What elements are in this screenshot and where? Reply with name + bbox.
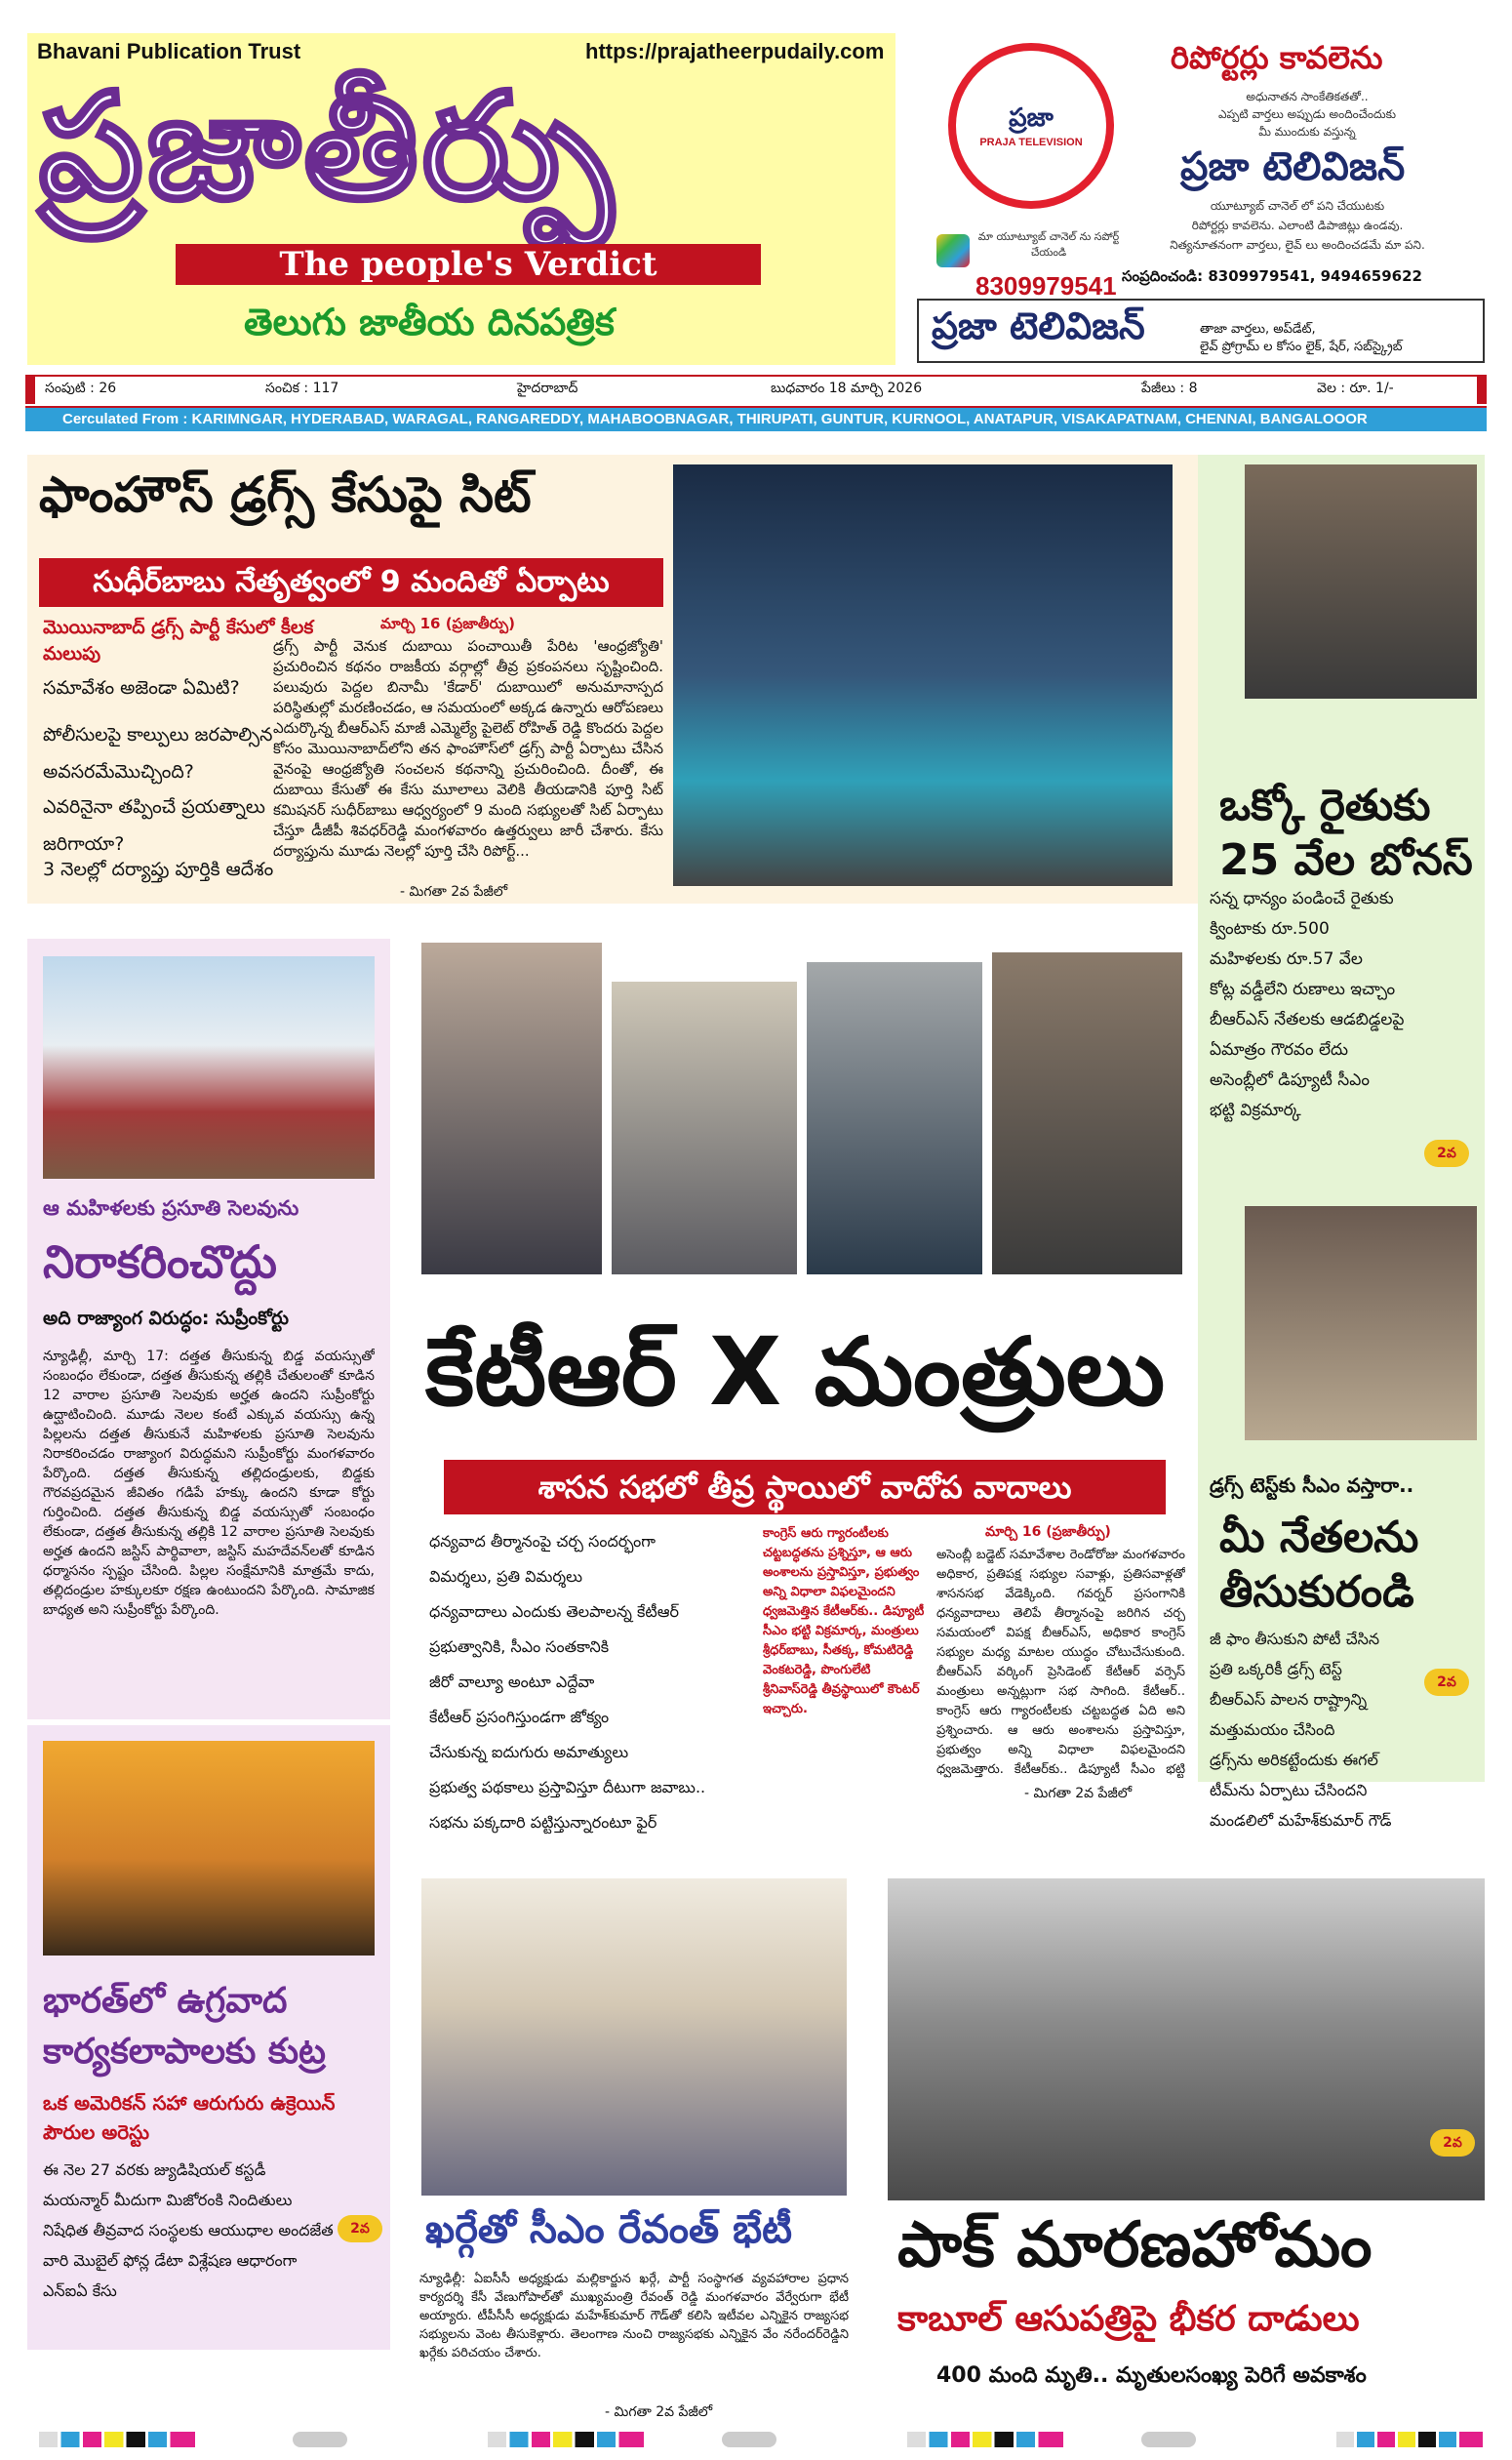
deputy-cm-photo: [1245, 464, 1477, 699]
bullet: 3 నెలల్లో దర్యాప్తు పూర్తికి ఆదేశం: [43, 859, 274, 880]
point: సన్న ధాన్యం పండించే రైతుకు: [1210, 889, 1394, 908]
point: జీరో వాల్యూ అంటూ ఎద్దేవా: [429, 1673, 595, 1691]
right-headline: 25 వేల బోనస్: [1219, 835, 1473, 885]
bullet: మొయినాబాద్ డ్రగ్స్ పార్టీ కేసులో కీలక మలుపు: [43, 617, 314, 665]
continued-note: - మిగతా 2వ పేజీలో: [400, 884, 508, 900]
pak-tagline: 400 మంది మృతి.. మృతులసంఖ్య పెరిగే అవకాశం: [936, 2363, 1367, 2388]
point: అసెంబ్లీలో డిప్యూటీ సీఎం: [1210, 1070, 1370, 1090]
dateline-bar: [25, 375, 1487, 408]
point: మహిళలకు రూ.57 వేల: [1210, 949, 1363, 969]
ktr-ministers-photo-strip: [421, 943, 1182, 1274]
point: ప్రభుత్వ పథకాలు ప్రస్తావిస్తూ దీటుగా జవాబు..: [429, 1778, 706, 1796]
point: నిషేధిత తీవ్రవాద సంస్థలకు ఆయుధాల అందజేత: [43, 2221, 334, 2239]
registration-mark: [722, 2432, 776, 2447]
point: భట్టి విక్రమార్క: [1210, 1101, 1301, 1120]
left-kicker: ఆ మహిళలకు ప్రసూతి సెలవును: [43, 1196, 299, 1220]
point: మయన్మార్ మీదుగా మిజోరంకి నిందితులు: [43, 2191, 293, 2209]
ktr-photo: [421, 943, 602, 1274]
story-dateline: మార్చి 16 (ప్రజాతీర్పు): [380, 615, 515, 632]
ad-phone-number: 8309979541: [975, 271, 1117, 301]
lead-subhead: సుధీర్‌బాబు నేతృత్వంలో 9 మందితో ఏర్పాటు: [39, 558, 663, 607]
ad-line: నిత్యనూతనంగా వార్తలు, లైవ్ లు అందించడమే మా పని.: [1170, 238, 1425, 252]
issue: సంచిక : 117: [265, 381, 339, 396]
youtube-badge-icon: [936, 234, 970, 267]
right-points: [1210, 884, 1473, 1126]
lead-headline: ఫాంహౌస్ డ్రగ్స్ కేసుపై సిట్: [39, 466, 532, 523]
bullet: పోలీసులపై కాల్పులు జరపాల్సిన అవసరమేమొచ్చింది?: [43, 724, 273, 783]
main-headline: కేటీఆర్ X మంత్రులు: [425, 1317, 1166, 1427]
right-headline: ఒక్కో రైతుకు: [1219, 781, 1431, 830]
color-registration-bar: [39, 2432, 195, 2447]
ad-line: రిపోర్టర్లు కావలెను. ఎలాంటి డిపాజిట్లు ఉండవు.: [1191, 219, 1404, 232]
kharge-meeting-photo: [421, 1878, 847, 2196]
point: మండలిలో మహేశ్‌కుమార్ గౌడ్: [1210, 1811, 1392, 1830]
color-registration-bar: [907, 2432, 1063, 2447]
right2-points: [1210, 1624, 1473, 1835]
left-headline: నిరాకరించొద్దు: [43, 1235, 277, 1288]
price: వెల : రూ. 1/-: [1317, 381, 1394, 396]
ad-line: ఎప్పటి వార్తలు అప్పుడు అందించేందుకు: [1217, 107, 1397, 121]
kabul-attack-photo: [888, 1878, 1485, 2200]
ad-bar-title: ప్రజా టెలివిజన్: [932, 304, 1145, 347]
terror-points: [43, 2155, 336, 2306]
point: కేటీఆర్ ప్రసంగిస్తుండగా జోక్యం: [429, 1708, 610, 1726]
ad-bar-sub: లైవ్ ప్రోగ్రామ్ ల కోసం లైక్, షేర్, సబ్‌స్క్రైబ్: [1200, 340, 1403, 354]
registration-mark: [293, 2432, 347, 2447]
pak-subhead: కాబూల్ ఆసుపత్రిపై భీకర దాడులు: [897, 2299, 1360, 2339]
farmhouse-photo: [673, 464, 1173, 886]
point: మత్తుమయం చేసింది: [1210, 1720, 1335, 1739]
bullet: ఎవరినైనా తప్పించే ప్రయత్నాలు జరిగాయా?: [43, 796, 265, 855]
main-body: అసెంబ్లీ బడ్జెట్ సమావేశాల రెండోరోజు మంగళవారం అధికార, ప్రతిపక్ష సభ్యుల సవాళ్లు, ప్రతిసవాళ్లతో శాసనసభ వేడెక్కింది. గవర్నర్ ప్రసంగానికి ధన్యవాదాలు తెలిపే తీర్మానంపై జరిగిన చర్చ సమయంలో విపక్ష బీఆర్‌ఎస్, అధికార కాంగ్రెస్ సభ్యుల మధ్య మాటల యుద్ధం చోటుచేసుకుంది. బీఆర్‌ఎస్ వర్కింగ్ ప్రెసిడెంట్ కేటీఆర్ వర్సెస్ మంత్రులు అన్నట్లుగా సభ సాగింది. కేటీఆర్.. కాంగ్రెస్ ఆరు గ్యారంటీలకు చట్టబద్ధత ఏది అని ప్రశ్నించారు. ఆ ఆరు అంశాలను ప్రస్తావిస్తూ, ప్రభుత్వం అన్ని విధాలా విఫలమైందని ధ్వజమెత్తారు. కేటీఆర్‌కు.. డిప్యూటీ సీఎం భట్టి: [936, 1548, 1185, 1777]
supreme-court-photo: [43, 956, 375, 1179]
volume: సంపుటి : 26: [45, 381, 117, 396]
page-ref-badge[interactable]: 2వ: [338, 2215, 382, 2242]
left-body: న్యూఢిల్లీ, మార్చి 17: దత్తత తీసుకున్న బిడ్డ వయస్సుతో సంబంధం లేకుండా, దత్తత తీసుకున్న తల్లికి చేతులంతో కూడిన 12 వారాల ప్రసూతి సెలవుకు అర్హత ఉందని సుప్రీంకోర్టు ఉద్ఘాటించింది. మూడు నెలల కంటే ఎక్కువ వయస్సు ఉన్న పిల్లలను దత్తత తీసుకునే మహిళలకు ప్రసూతి సెలవును నిరాకరించడం రాజ్యాంగ విరుద్ధమని సుప్రీంకోర్టు మంగళవారం పేర్కొంది. దత్తత తీసుకున్న తల్లిదండ్రులకు, బిడ్డకు గౌరవప్రదమైన జీవితం గడిపే హక్కు ఉందని కూడా కోర్టు గుర్తించింది. దత్తత తీసుకున్న బిడ్డ వయస్సుతో సంబంధం లేకుండా, దత్తత తీసుకున్న తల్లికి 12 వారాల ప్రసూతి సెలవుకు అర్హత ఉందని జస్టిస్ పార్థివాలా, జస్టిస్ మహదేవన్‌లతో కూడిన ధర్మాసనం స్పష్టం చేసింది. పిల్లల సంక్షేమానికి మాత్రమే కాదు, తల్లిదండ్రుల హక్కులకూ రక్షణ ఉంటుందని పేర్కొంది. సామాజిక బాధ్యత అని సుప్రీంకోర్టు పేర్కొంది.: [43, 1349, 375, 1618]
circulation-bar: Cerculated From : KARIMNGAR, HYDERABAD, WARAGAL, RANGAREDDY, MAHABOOBNAGAR, THIRUPATI, GUNTUR, KURNOOL, ANATAPUR, VISAKAPATNAM, CHENNAI, BANGALOOOR: [25, 408, 1487, 431]
point: ఈ నెల 27 వరకు జ్యుడిషియల్ కస్టడీ: [43, 2160, 266, 2179]
ad-line: అధునాతన సాంకేతికతతో..: [1246, 90, 1369, 103]
ad-line: యూట్యూబ్ చానెల్ లో పని చేయుటకు: [1210, 199, 1385, 213]
pak-headline: పాక్ మారణహోమం: [897, 2209, 1373, 2281]
page-ref-badge[interactable]: 2వ: [1430, 2129, 1475, 2157]
terror-headline: భారత్‌లో ఉగ్రవాద: [43, 1981, 288, 2021]
color-registration-bar: [1336, 2432, 1483, 2447]
publisher-name: Bhavani Publication Trust: [37, 39, 301, 63]
kharge-body: న్యూఢిల్లీ: ఏఐసీసీ అధ్యక్షుడు మల్లికార్జున ఖర్గే, పార్టీ సంస్థాగత వ్యవహారాల ప్రధాన కార్యదర్శి కేసీ వేణుగోపాల్‌తో ముఖ్యమంత్రి రేవంత్ రెడ్డి మంగళవారం వేర్వేరుగా భేటీ అయ్యారు. టీపీసీసీ అధ్యక్షుడు మహేశ్‌కుమార్ గౌడ్‌తో కలిసి ఇటీవల ఎన్నికైన రాజ్యసభ సభ్యులను వెంట తీసుకెళ్లారు. తెలంగాణ నుంచి రాజ్యసభకు ఎన్నికైన వేం నరేందర్‌రెడ్డిని ఖర్గేకు పరిచయం చేశారు.: [419, 2272, 849, 2360]
kharge-headline: ఖర్గేతో సీఎం రేవంత్ భేటీ: [425, 2207, 792, 2252]
page-ref-badge[interactable]: 2వ: [1424, 1669, 1469, 1696]
dateline-cap: [25, 377, 35, 404]
point: బీఆర్‌ఎస్ పాలన రాష్ట్రాన్ని: [1210, 1690, 1368, 1709]
ad-support-text: మా యూట్యూబ్ చానెల్ ను సపోర్ట్ చేయండి: [977, 230, 1120, 259]
minister-photo: [1245, 1206, 1477, 1440]
point: సభను పక్కదారి పట్టిస్తున్నారంటూ ఫైర్: [429, 1813, 657, 1832]
point: క్వింటాకు రూ.500: [1210, 919, 1330, 939]
point: ధన్యవాద తీర్మానంపై చర్చ సందర్భంగా: [429, 1532, 656, 1551]
main-subhead: శాసన సభలో తీవ్ర స్థాయిలో వాదోప వాదాలు: [444, 1460, 1166, 1514]
continued-note: - మిగతా 2వ పేజీలో: [1024, 1786, 1133, 1801]
story-dateline: మార్చి 16 (ప్రజాతీర్పు): [985, 1524, 1111, 1540]
masthead-subtitle: తెలుగు జాతీయ దినపత్రిక: [244, 301, 615, 343]
website-link[interactable]: https://prajatheerpudaily.com: [585, 39, 885, 63]
terror-subhead: ఒక అమెరికన్ సహా ఆరుగురు ఉక్రెయిన్ పౌరుల అరెస్టు: [43, 2091, 336, 2144]
point: బీఆర్‌ఎస్ నేతలకు ఆడబిడ్డలపై: [1210, 1010, 1405, 1029]
left-subhead: అది రాజ్యాంగ విరుద్ధం: సుప్రీంకోర్టు: [43, 1308, 289, 1329]
page-ref-badge[interactable]: 2వ: [1424, 1140, 1469, 1167]
minister-photo: [807, 962, 982, 1274]
continued-note: - మిగతా 2వ పేజీలో: [605, 2404, 713, 2420]
point: ప్రతి ఒక్కరికీ డ్రగ్స్ టెస్ట్: [1210, 1660, 1342, 1678]
main-red-sidebar: కాంగ్రెస్ ఆరు గ్యారంటీలకు చట్టబద్ధతను ప్రశ్నిస్తూ, ఆ ఆరు అంశాలను ప్రస్తావిస్తూ, ప్రభుత్వం అన్ని విధాలా విఫలమైందని ధ్వజమెత్తిన కేటీఆర్‌కు.. డిప్యూటీ సీఎం భట్టి విక్రమార్క, మంత్రులు శ్రీధర్‌బాబు, సీతక్క, కోమటిరెడ్డి వెంకటరెడ్డి, పొంగులేటి శ్రీనివాస్‌రెడ్డి తీవ్రస్థాయిలో కౌంటర్ ఇచ్చారు.: [763, 1526, 925, 1716]
point: ధన్యవాదాలు ఎందుకు తెలపాలన్న కేటీఆర్: [429, 1602, 680, 1621]
point: విమర్శలు, ప్రతి విమర్శలు: [429, 1567, 583, 1586]
masthead-tagline: The people's Verdict: [176, 244, 761, 285]
registration-mark: [1141, 2432, 1196, 2447]
dateline-cap: [1477, 377, 1487, 404]
point: ప్రభుత్వానికి, సీఎం సంతకానికి: [429, 1637, 610, 1656]
main-points: [429, 1524, 751, 1840]
ad-contact-numbers: సంప్రదించండి: 8309979541, 9494659622: [1122, 267, 1422, 285]
right2-headline: తీసుకురండి: [1219, 1567, 1414, 1617]
tv-logo-text: ప్రజా: [1009, 103, 1054, 133]
militants-silhouette-photo: [43, 1741, 375, 1956]
page-count: పేజీలు : 8: [1141, 381, 1198, 396]
lead-body: డ్రగ్స్ పార్టీ వెనుక దుబాయి పంచాయితీ పేరిట 'ఆంధ్రజ్యోతి' ప్రచురించిన కథనం రాజకీయ వర్గాల్లో తీవ్ర ప్రకంపనలు సృష్టించింది. పలువురు పెద్దల బినామీ 'కేడార్' దుబాయిలో అనుమానాస్పద పరిస్థితుల్లో మరణించడం, ఆ సమయంలో అక్కడ ఉన్నారు ఆరోపణలు ఎదుర్కొన్న బీఆర్‌ఎస్ మాజీ ఎమ్మెల్యే పైలెట్ రోహిత్ రెడ్డి కొందరు పెద్దల కోసం మొయినాబాద్‌లోని తన ఫాంహౌస్‌లో డ్రగ్స్ పార్టీ ఏర్పాటు చేసిన వైనంపై ఆంధ్రజ్యోతి సంచలన కథనాన్ని ప్రచురించింది. దీంతో, ఈ దుబాయి కేసుతో ఈ కేసు మూలాలు వెలికి తీయడానికి పూర్తి సిట్ కమిషనర్ సుధీర్‌బాబు ఆధ్వర్యంలో 9 మంది సభ్యులతో సిట్ ఏర్పాటు చేస్తూ డీజీపీ శివధర్‌రెడ్డి మంగళవారం ఉత్తర్వులు జారీ చేశారు. కేసు దర్యాప్తును మూడు నెలల్లో పూర్తి చేసి రిపోర్ట్...: [273, 637, 663, 860]
point: డ్రగ్స్‌ను అరికట్టేందుకు ఈగల్: [1210, 1751, 1378, 1769]
city: హైదరాబాద్: [517, 381, 578, 396]
point: వారి మొబైల్ ఫోన్ల డేటా విశ్లేషణ ఆధారంగా ఎన్ఐఏ కేసు: [43, 2251, 298, 2300]
newspaper-logo: ప్రజాతీర్పు: [39, 60, 617, 232]
ad-bar-sub: తాజా వార్తలు, అప్‌డేట్,: [1200, 322, 1316, 337]
color-registration-bar: [488, 2432, 644, 2447]
right2-headline: మీ నేతలను: [1219, 1512, 1419, 1562]
minister-photo: [612, 982, 797, 1274]
ad-channel-name: ప్రజా టెలివిజన్: [1180, 144, 1406, 189]
date: బుధవారం 18 మార్చి 2026: [771, 381, 923, 396]
minister-photo: [992, 952, 1182, 1274]
point: టీమ్‌ను ఏర్పాటు చేసిందని: [1210, 1781, 1368, 1799]
point: చేసుకున్న ఐదుగురు అమాత్యులు: [429, 1743, 629, 1761]
bullet: సమావేశం అజెండా ఏమిటి?: [43, 677, 240, 699]
ad-line: మీ ముందుకు వస్తున్న: [1258, 125, 1356, 139]
point: జీ ఫాం తీసుకుని పోటీ చేసిన: [1210, 1630, 1380, 1648]
point: కోట్ల వడ్డీలేని రుణాలు ఇచ్చాం: [1210, 980, 1396, 999]
tv-logo-sub: PRAJA TELEVISION: [979, 137, 1083, 148]
point: ఏమాత్రం గౌరవం లేదు: [1210, 1040, 1348, 1060]
terror-headline: కార్యకలాపాలకు కుట్ర: [43, 2032, 326, 2072]
ad-headline: రిపోర్టర్లు కావలెను: [1171, 39, 1383, 76]
right2-kicker: డ్రగ్స్ టెస్ట్‌కు సీఎం వస్తారా..: [1210, 1473, 1414, 1497]
